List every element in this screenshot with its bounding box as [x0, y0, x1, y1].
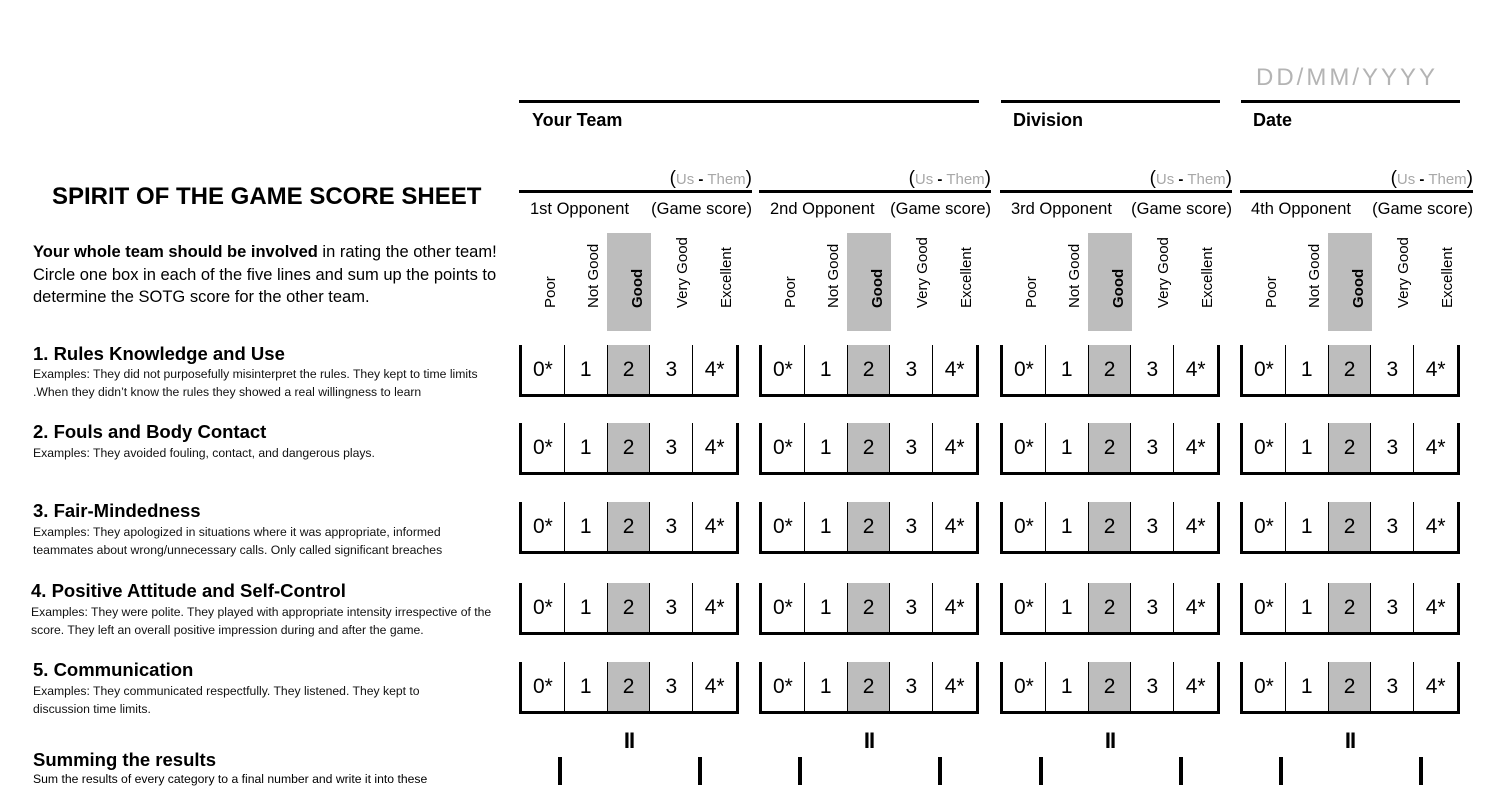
category-title-1: 1. Rules Knowledge and Use [33, 343, 285, 364]
scale-label-good: Good [869, 268, 886, 308]
total-box-right-edge [938, 757, 942, 785]
total-box-left-edge [558, 757, 562, 785]
us-label: Us [1155, 171, 1175, 188]
score-cell-poor[interactable]: 0* [522, 345, 565, 394]
score-cell-excellent[interactable]: 4* [1425, 595, 1446, 619]
opponent-4-name-field[interactable] [1240, 190, 1473, 193]
score-row-2 [759, 423, 979, 475]
us-label: Us [914, 171, 934, 188]
score-row-2 [1000, 423, 1220, 475]
them-label: Them [1428, 171, 1467, 188]
score-cell-not-good[interactable]: 1 [1286, 502, 1329, 551]
scale-label-excellent: Excellent [1199, 247, 1216, 308]
score-cell-good[interactable]: 2 [848, 423, 891, 472]
us-label: Us [1396, 171, 1416, 188]
score-cell-good[interactable]: 2 [1329, 502, 1372, 551]
opponent-block-1 [519, 0, 752, 785]
intro-text [33, 241, 503, 309]
total-box-left-edge [798, 757, 802, 785]
score-cell-excellent[interactable]: 4* [1185, 674, 1206, 698]
score-cell-good[interactable]: 2 [1329, 662, 1372, 711]
score-row-3 [519, 502, 739, 554]
score-cell-good[interactable]: 2 [1329, 583, 1372, 632]
scale-column-poor [760, 233, 804, 331]
paren-close: ) [984, 168, 991, 189]
category-title-4: 4. Positive Attitude and Self-Control [31, 580, 346, 601]
opponent-block-3 [1000, 0, 1232, 785]
them-label: Them [1187, 171, 1226, 188]
score-cell-not-good[interactable]: 1 [1046, 502, 1089, 551]
score-cell-very-good[interactable]: 3 [1131, 502, 1174, 551]
score-cell-very-good[interactable]: 3 [1371, 662, 1414, 711]
paren-open: ( [1390, 168, 1397, 189]
score-row-4 [1240, 583, 1460, 635]
score-cell-excellent[interactable]: 4* [944, 595, 965, 619]
score-cell-not-good[interactable]: 1 [565, 502, 608, 551]
paren-close: ) [745, 168, 752, 189]
score-cell-very-good[interactable]: 3 [1131, 345, 1174, 394]
score-row-4 [519, 583, 739, 635]
scale-column-excellent [936, 233, 980, 331]
score-cell-very-good[interactable]: 3 [890, 345, 933, 394]
score-cell-not-good[interactable]: 1 [805, 345, 848, 394]
scale-label-very-good: Very Good [674, 237, 691, 308]
score-cell-excellent[interactable]: 4* [944, 674, 965, 698]
category-desc-5: Examples: They communicated respectfully. They listened. They kept to discussion time limits. [33, 684, 420, 716]
score-cell-good[interactable]: 2 [608, 345, 651, 394]
score-cell-good[interactable]: 2 [848, 345, 891, 394]
score-cell-excellent[interactable]: 4* [1185, 357, 1206, 381]
us-them-label [1150, 168, 1232, 190]
category-title-3: 3. Fair-Mindedness [33, 500, 201, 521]
score-cell-very-good[interactable]: 3 [1131, 423, 1174, 472]
scale-column-very-good [1133, 233, 1177, 331]
score-cell-very-good[interactable]: 3 [890, 583, 933, 632]
scale-label-very-good: Very Good [914, 237, 931, 308]
score-cell-poor[interactable]: 0* [1003, 423, 1046, 472]
scale-label-very-good: Very Good [1155, 237, 1172, 308]
score-row-1 [1000, 345, 1220, 397]
equals-sign: II [863, 728, 875, 753]
score-cell-good[interactable]: 2 [848, 583, 891, 632]
scale-label-good: Good [629, 268, 646, 308]
score-cell-not-good[interactable]: 1 [1046, 662, 1089, 711]
paren-open: ( [669, 168, 676, 189]
score-cell-poor[interactable]: 0* [762, 662, 805, 711]
scale-column-very-good [1373, 233, 1417, 331]
score-cell-very-good[interactable]: 3 [890, 502, 933, 551]
score-cell-very-good[interactable]: 3 [890, 662, 933, 711]
us-label: Us [675, 171, 695, 188]
score-cell-very-good[interactable]: 3 [650, 502, 693, 551]
score-cell-not-good[interactable]: 1 [565, 662, 608, 711]
score-cell-very-good[interactable]: 3 [650, 423, 693, 472]
scale-label-not-good: Not Good [585, 243, 602, 308]
score-cell-poor[interactable]: 0* [1003, 345, 1046, 394]
paren-open: ( [908, 168, 915, 189]
score-cell-not-good[interactable]: 1 [805, 502, 848, 551]
score-cell-excellent[interactable]: 4* [1185, 595, 1206, 619]
score-cell-good[interactable]: 2 [608, 583, 651, 632]
score-cell-excellent[interactable]: 4* [1185, 514, 1206, 538]
page-title: SPIRIT OF THE GAME SCORE SHEET [52, 183, 482, 210]
score-cell-poor[interactable]: 0* [762, 345, 805, 394]
opponent-1-label: 1st Opponent [530, 200, 630, 218]
scale-column-not-good [1044, 233, 1088, 331]
dash: - [698, 171, 704, 188]
score-cell-excellent[interactable]: 4* [1425, 435, 1446, 459]
score-cell-not-good[interactable]: 1 [1046, 345, 1089, 394]
score-cell-poor[interactable]: 0* [522, 583, 565, 632]
equals-sign: II [1104, 728, 1116, 753]
intro-rest: in rating the other team! Circle one box in each of the five lines and sum up the points to determine the SOTG score for the other team. [33, 243, 497, 306]
score-cell-not-good[interactable]: 1 [805, 662, 848, 711]
dash: - [1178, 171, 1184, 188]
total-box-left-edge [1039, 757, 1043, 785]
paren-close: ) [1225, 168, 1232, 189]
category-desc-2: Examples: They avoided fouling, contact, and dangerous plays. [33, 446, 375, 460]
scale-label-good: Good [1350, 268, 1367, 308]
score-cell-not-good[interactable]: 1 [1046, 583, 1089, 632]
score-row-5 [519, 662, 739, 714]
score-cell-not-good[interactable]: 1 [565, 345, 608, 394]
score-cell-excellent[interactable]: 4* [1425, 514, 1446, 538]
scale-column-excellent [1177, 233, 1221, 331]
opponent-block-2 [759, 0, 991, 785]
scale-label-excellent: Excellent [1439, 247, 1456, 308]
dash: - [937, 171, 943, 188]
scale-column-not-good [563, 233, 607, 331]
intro-bold: Your whole team should be involved [33, 243, 318, 261]
opponent-3-name-field[interactable] [1000, 190, 1232, 193]
score-cell-poor[interactable]: 0* [1243, 345, 1286, 394]
summing-desc: Sum the results of every category to a final number and write it into these [33, 772, 428, 786]
score-cell-very-good[interactable]: 3 [890, 423, 933, 472]
score-row-2 [1240, 423, 1460, 475]
scale-column-very-good [652, 233, 696, 331]
score-cell-excellent[interactable]: 4* [944, 514, 965, 538]
game-score-label: (Game score) [1131, 200, 1232, 218]
score-cell-very-good[interactable]: 3 [1131, 662, 1174, 711]
score-cell-excellent[interactable]: 4* [1425, 674, 1446, 698]
division-label: Division [1013, 110, 1084, 130]
opponent-4-label: 4th Opponent [1251, 200, 1351, 218]
score-cell-good[interactable]: 2 [608, 502, 651, 551]
score-cell-good[interactable]: 2 [608, 662, 651, 711]
score-row-5 [759, 662, 979, 714]
score-cell-not-good[interactable]: 1 [805, 583, 848, 632]
category-title-2: 2. Fouls and Body Contact [33, 421, 267, 442]
opponent-2-label: 2nd Opponent [770, 200, 875, 218]
score-row-5 [1240, 662, 1460, 714]
score-row-3 [759, 502, 979, 554]
scale-label-not-good: Not Good [1066, 243, 1083, 308]
score-cell-excellent[interactable]: 4* [944, 435, 965, 459]
category-desc-4: Examples: They were polite. They played with appropriate intensity irrespective of the score. They left an overall positive impression during and after the game. [31, 605, 492, 637]
score-cell-excellent[interactable]: 4* [704, 674, 725, 698]
scale-label-not-good: Not Good [825, 243, 842, 308]
total-box-right-edge [1419, 757, 1423, 785]
date-placeholder[interactable]: DD/MM/YYYY [1256, 64, 1439, 91]
equals-sign: II [1344, 728, 1356, 753]
dash: - [1419, 171, 1425, 188]
them-label: Them [946, 171, 985, 188]
score-cell-poor[interactable]: 0* [1003, 583, 1046, 632]
scale-label-poor: Poor [1263, 276, 1280, 308]
score-cell-poor[interactable]: 0* [762, 583, 805, 632]
summing-title: Summing the results [33, 749, 216, 770]
scale-label-not-good: Not Good [1306, 243, 1323, 308]
score-cell-good[interactable]: 2 [1329, 423, 1372, 472]
them-label: Them [707, 171, 746, 188]
total-box-left-edge [1279, 757, 1283, 785]
score-cell-not-good[interactable]: 1 [1286, 345, 1329, 394]
score-cell-poor[interactable]: 0* [522, 662, 565, 711]
score-cell-good[interactable]: 2 [1089, 583, 1132, 632]
scale-label-poor: Poor [1023, 276, 1040, 308]
game-score-label: (Game score) [651, 200, 752, 218]
score-cell-very-good[interactable]: 3 [1371, 502, 1414, 551]
score-cell-not-good[interactable]: 1 [1286, 423, 1329, 472]
score-cell-poor[interactable]: 0* [1243, 423, 1286, 472]
score-cell-excellent[interactable]: 4* [704, 595, 725, 619]
opponent-2-name-field[interactable] [759, 190, 991, 193]
score-cell-good[interactable]: 2 [848, 662, 891, 711]
scale-column-good [1328, 233, 1372, 331]
score-cell-very-good[interactable]: 3 [650, 662, 693, 711]
score-cell-not-good[interactable]: 1 [1286, 583, 1329, 632]
score-cell-poor[interactable]: 0* [1003, 662, 1046, 711]
score-cell-excellent[interactable]: 4* [704, 435, 725, 459]
score-cell-good[interactable]: 2 [1089, 345, 1132, 394]
game-score-label: (Game score) [1372, 200, 1473, 218]
paren-open: ( [1149, 168, 1156, 189]
score-row-1 [519, 345, 739, 397]
scale-column-excellent [696, 233, 740, 331]
score-cell-poor[interactable]: 0* [1243, 502, 1286, 551]
total-box-right-edge [1179, 757, 1183, 785]
scale-column-not-good [1284, 233, 1328, 331]
scale-column-good [847, 233, 891, 331]
score-cell-very-good[interactable]: 3 [1371, 423, 1414, 472]
scale-column-poor [1001, 233, 1045, 331]
score-cell-very-good[interactable]: 3 [1371, 345, 1414, 394]
score-cell-not-good[interactable]: 1 [565, 423, 608, 472]
score-cell-poor[interactable]: 0* [1243, 583, 1286, 632]
scale-column-good [1088, 233, 1132, 331]
us-them-label [1391, 168, 1473, 190]
date-label: Date [1253, 110, 1293, 130]
score-cell-poor[interactable]: 0* [522, 423, 565, 472]
scale-label-poor: Poor [782, 276, 799, 308]
opponent-block-4 [1240, 0, 1473, 785]
score-cell-not-good[interactable]: 1 [805, 423, 848, 472]
category-desc-1: Examples: They did not purposefully misinterpret the rules. They kept to time limits .When they didn’t know the rules they showed a real willingness to learn [33, 367, 478, 399]
score-row-4 [1000, 583, 1220, 635]
scale-label-poor: Poor [542, 276, 559, 308]
score-cell-poor[interactable]: 0* [1003, 502, 1046, 551]
score-cell-very-good[interactable]: 3 [650, 345, 693, 394]
total-box-right-edge [698, 757, 702, 785]
score-cell-excellent[interactable]: 4* [704, 514, 725, 538]
score-cell-poor[interactable]: 0* [762, 423, 805, 472]
us-them-label [909, 168, 991, 190]
opponent-1-name-field[interactable] [519, 190, 752, 193]
scale-label-very-good: Very Good [1395, 237, 1412, 308]
score-row-4 [759, 583, 979, 635]
equals-sign: II [623, 728, 635, 753]
score-cell-good[interactable]: 2 [1089, 662, 1132, 711]
scale-label-excellent: Excellent [958, 247, 975, 308]
score-cell-not-good[interactable]: 1 [565, 583, 608, 632]
score-cell-good[interactable]: 2 [608, 423, 651, 472]
score-cell-poor[interactable]: 0* [1243, 662, 1286, 711]
score-cell-good[interactable]: 2 [848, 502, 891, 551]
category-title-5: 5. Communication [33, 659, 194, 680]
score-row-3 [1000, 502, 1220, 554]
paren-close: ) [1466, 168, 1473, 189]
score-cell-very-good[interactable]: 3 [1371, 583, 1414, 632]
score-cell-excellent[interactable]: 4* [704, 357, 725, 381]
score-cell-good[interactable]: 2 [1089, 423, 1132, 472]
scale-label-good: Good [1110, 268, 1127, 308]
score-cell-poor[interactable]: 0* [762, 502, 805, 551]
score-cell-poor[interactable]: 0* [522, 502, 565, 551]
score-cell-good[interactable]: 2 [1329, 345, 1372, 394]
scale-column-not-good [803, 233, 847, 331]
scale-column-poor [1241, 233, 1285, 331]
score-cell-excellent[interactable]: 4* [1185, 435, 1206, 459]
category-desc-3: Examples: They apologized in situations where it was appropriate, informed teammates about wrong/unnecessary calls. Only called significant breaches [33, 525, 443, 557]
your-team-label: Your Team [532, 110, 623, 130]
score-row-1 [1240, 345, 1460, 397]
game-score-label: (Game score) [890, 200, 991, 218]
score-cell-excellent[interactable]: 4* [1425, 357, 1446, 381]
score-cell-very-good[interactable]: 3 [650, 583, 693, 632]
score-row-2 [519, 423, 739, 475]
score-cell-very-good[interactable]: 3 [1131, 583, 1174, 632]
scale-column-good [607, 233, 651, 331]
score-row-3 [1240, 502, 1460, 554]
score-cell-not-good[interactable]: 1 [1286, 662, 1329, 711]
score-cell-excellent[interactable]: 4* [944, 357, 965, 381]
score-row-5 [1000, 662, 1220, 714]
score-cell-good[interactable]: 2 [1089, 502, 1132, 551]
scale-label-excellent: Excellent [718, 247, 735, 308]
score-cell-not-good[interactable]: 1 [1046, 423, 1089, 472]
scale-column-excellent [1417, 233, 1461, 331]
us-them-label [670, 168, 752, 190]
opponent-3-label: 3rd Opponent [1011, 200, 1112, 218]
scale-column-very-good [892, 233, 936, 331]
score-row-1 [759, 345, 979, 397]
scale-column-poor [520, 233, 564, 331]
